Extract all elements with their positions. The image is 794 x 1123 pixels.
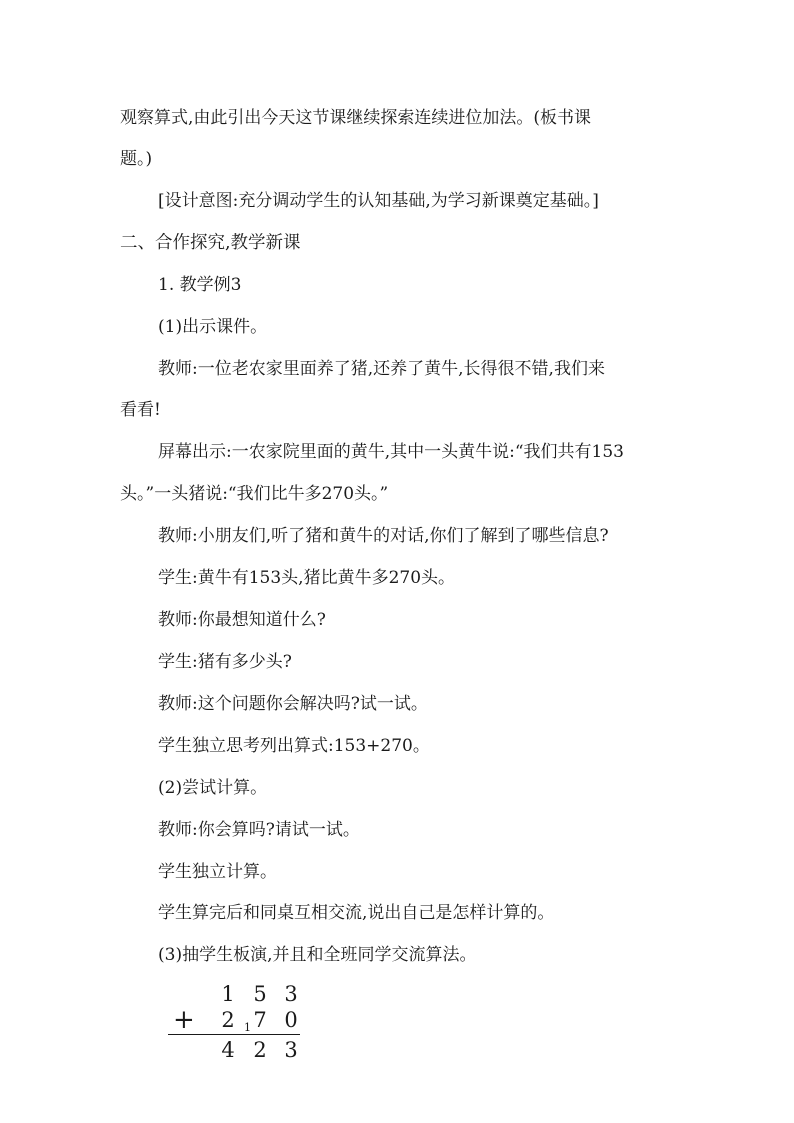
sum-rule xyxy=(168,1034,300,1035)
paragraph-line: 学生算完后和同桌互相交流,说出自己是怎样计算的。 xyxy=(158,903,555,923)
plus-sign: + xyxy=(173,1005,195,1035)
paragraph-line: 教师:小朋友们,听了猪和黄牛的对话,你们了解到了哪些信息? xyxy=(158,526,609,546)
paragraph-line: 观察算式,由此引出今天这节课继续探索连续进位加法。(板书课 xyxy=(120,108,592,128)
design-intent-note: [设计意图:充分调动学生的认知基础,为学习新课奠定基础。] xyxy=(158,191,599,211)
paragraph-line: 学生:黄牛有153头,猪比黄牛多270头。 xyxy=(158,568,456,588)
paragraph-line: 教师:你会算吗?请试一试。 xyxy=(158,820,360,840)
paragraph-line: 屏幕出示:一农家院里面的黄牛,其中一头黄牛说:“我们共有153 xyxy=(158,442,624,462)
paragraph-line: 教师:这个问题你会解决吗?试一试。 xyxy=(158,694,428,714)
paragraph-line: (3)抽学生板演,并且和全班同学交流算法。 xyxy=(158,945,477,965)
result-hundreds: 4 xyxy=(221,1038,235,1062)
paragraph-line: 学生独立思考列出算式:153+270。 xyxy=(158,736,430,756)
operand1-hundreds: 1 xyxy=(221,982,235,1006)
paragraph-line: 教师:你最想知道什么? xyxy=(158,610,326,630)
paragraph-line: 教师:一位老农家里面养了猪,还养了黄牛,长得很不错,我们来 xyxy=(158,359,605,379)
operand1-tens: 5 xyxy=(253,982,267,1006)
carry-mark: 1 xyxy=(244,1021,251,1034)
paragraph-line: 头。”一头猪说:“我们比牛多270头。” xyxy=(120,484,389,504)
result-ones: 3 xyxy=(284,1038,298,1062)
operand2-tens: 7 xyxy=(253,1008,267,1032)
paragraph-line: 学生:猪有多少头? xyxy=(158,652,292,672)
subsection-heading: 1. 教学例3 xyxy=(158,275,242,295)
paragraph-line: (2)尝试计算。 xyxy=(158,778,268,798)
paragraph-line: (1)出示课件。 xyxy=(158,317,268,337)
paragraph-line: 题。) xyxy=(120,149,153,169)
operand2-hundreds: 2 xyxy=(221,1008,235,1032)
result-tens: 2 xyxy=(253,1038,267,1062)
operand2-ones: 0 xyxy=(284,1008,298,1032)
section-heading: 二、合作探究,教学新课 xyxy=(120,233,301,253)
operand1-ones: 3 xyxy=(284,982,298,1006)
paragraph-line: 学生独立计算。 xyxy=(158,862,277,882)
paragraph-line: 看看! xyxy=(120,400,161,420)
